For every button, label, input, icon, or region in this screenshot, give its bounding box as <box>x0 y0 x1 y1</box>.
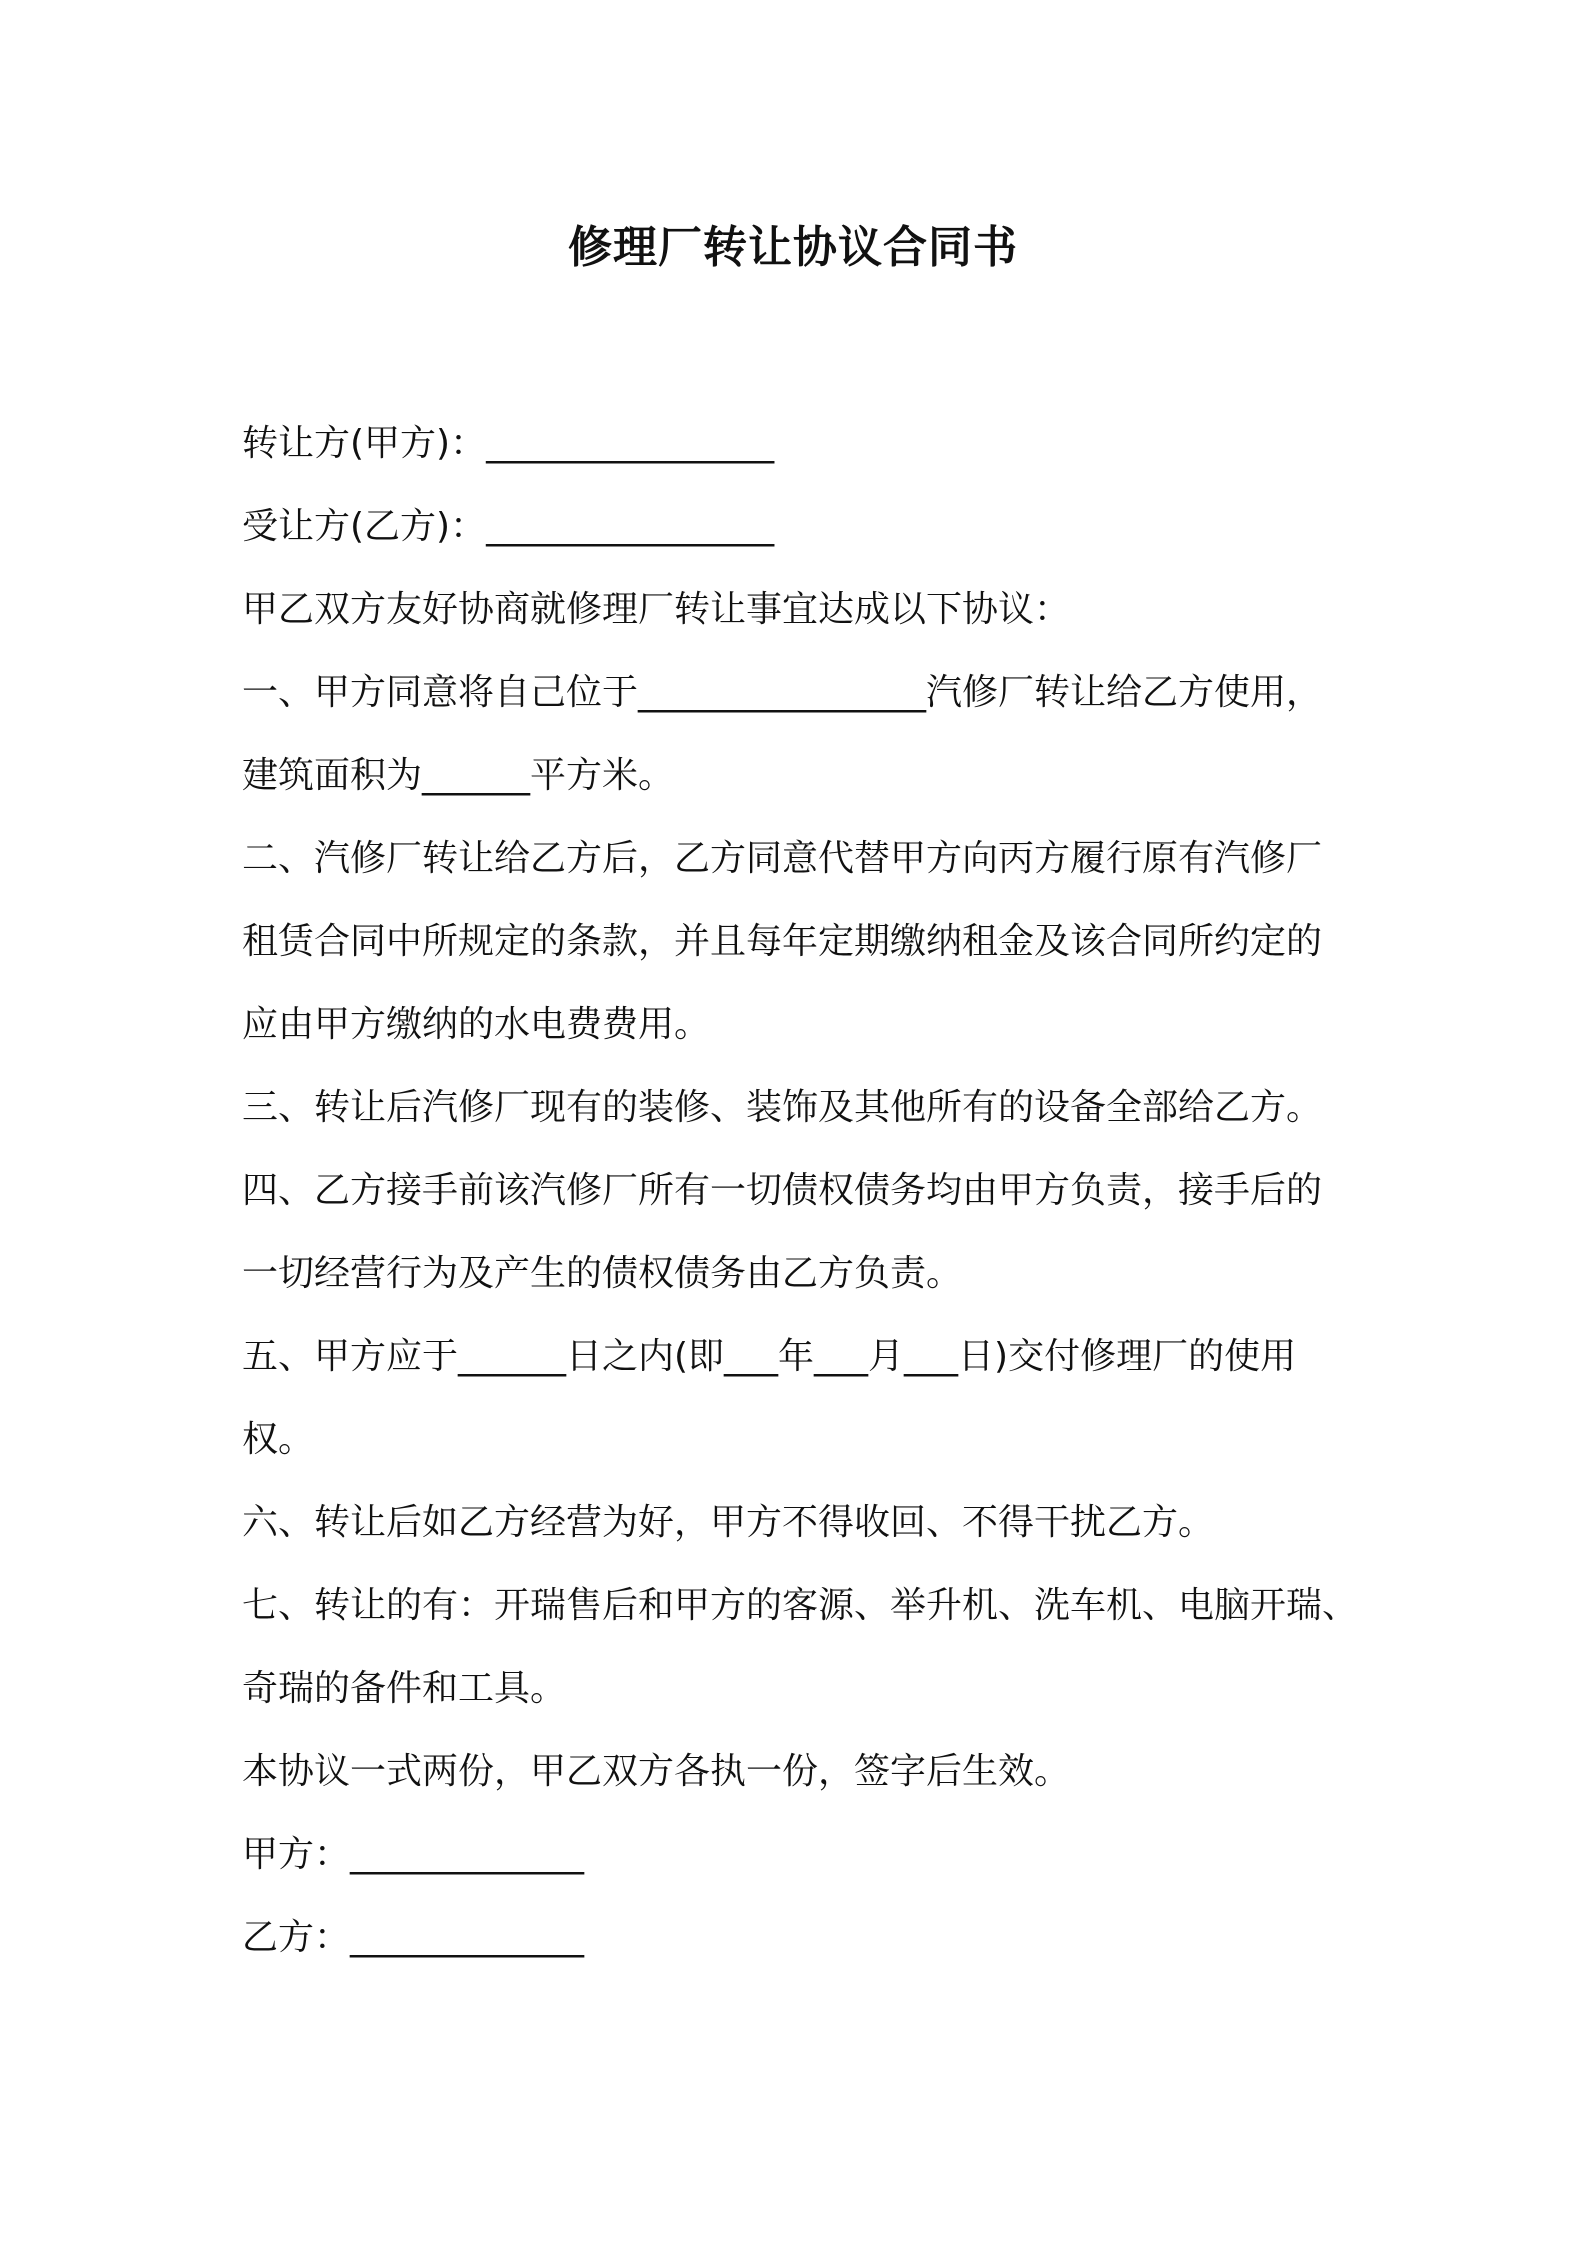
clause-5-line-2: 权。 <box>242 1419 315 1460</box>
effectiveness-clause: 本协议一式两份，甲乙双方各执一份，签字后生效。 <box>242 1751 1071 1792</box>
clause-2-line-2: 租赁合同中所规定的条款，并且每年定期缴纳租金及该合同所约定的 <box>242 921 1323 962</box>
clause-1-line-1: 一、甲方同意将自己位于________________汽修厂转让给乙方使用， <box>242 672 1323 713</box>
document-title: 修理厂转让协议合同书 <box>568 222 1018 273</box>
clause-7-line-1: 七、转让的有：开瑞售后和甲方的客源、举升机、洗车机、电脑开瑞、 <box>242 1585 1359 1626</box>
agreement-intro: 甲乙双方友好协商就修理厂转让事宜达成以下协议： <box>242 589 1071 630</box>
clause-4-line-2: 一切经营行为及产生的债权债务由乙方负责。 <box>242 1253 963 1294</box>
clause-7-line-2: 奇瑞的备件和工具。 <box>242 1668 567 1709</box>
clause-4-line-1: 四、乙方接手前该汽修厂所有一切债权债务均由甲方负责，接手后的 <box>242 1170 1323 1211</box>
transferor-line: 转让方(甲方)：________________ <box>242 423 775 464</box>
clause-2-line-1: 二、汽修厂转让给乙方后，乙方同意代替甲方向丙方履行原有汽修厂 <box>242 838 1323 879</box>
party-a-signature-line: 甲方：_____________ <box>242 1834 585 1875</box>
clause-6: 六、转让后如乙方经营为好，甲方不得收回、不得干扰乙方。 <box>242 1502 1215 1543</box>
clause-1-line-2: 建筑面积为______平方米。 <box>242 755 675 796</box>
clause-5-line-1: 五、甲方应于______日之内(即___年___月___日)交付修理厂的使用 <box>242 1336 1297 1377</box>
party-b-signature-line: 乙方：_____________ <box>242 1917 585 1958</box>
transferee-line: 受让方(乙方)：________________ <box>242 506 775 547</box>
clause-3: 三、转让后汽修厂现有的装修、装饰及其他所有的设备全部给乙方。 <box>242 1087 1323 1128</box>
document-body <box>242 402 1362 1979</box>
clause-2-line-3: 应由甲方缴纳的水电费费用。 <box>242 1004 711 1045</box>
